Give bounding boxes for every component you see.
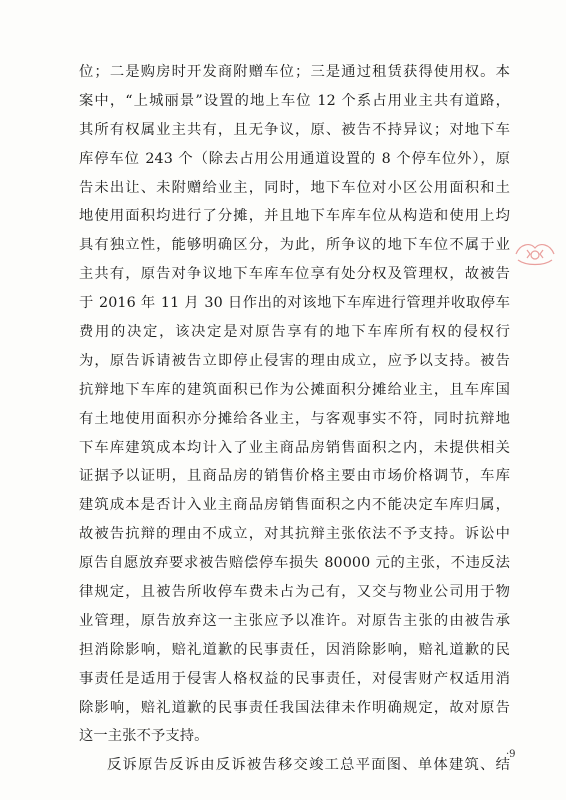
text-line: 于 2016 年 11 月 30 日作出的对该地下车库进行管理并收取停车 bbox=[79, 295, 510, 312]
text-line: 证据予以证明，且商品房的销售价格主要由市场价格调节，车库 bbox=[79, 468, 510, 485]
text-line: 地使用面积均进行了分摊，并且地下车库车位从构造和使用上均 bbox=[79, 208, 510, 225]
text-line: 为，原告诉请被告立即停止侵害的理由成立，应予以支持。被告 bbox=[79, 352, 510, 369]
text-line: 费用的决定，该决定是对原告享有的地下车库所有权的侵权行 bbox=[79, 324, 510, 341]
text-line: 原告自愿放弃要求被告赔偿停车损失 80000 元的主张，不违反法 bbox=[79, 555, 510, 572]
text-line: 除影响，赔礼道歉的民事责任我国法律未作明确规定，故对原告 bbox=[79, 699, 510, 716]
text-line: 建筑成本是否计入业主商品房销售面积之内不能决定车库归属， bbox=[79, 497, 510, 514]
text-line: 下车库建筑成本均计入了业主商品房销售面积之内，未提供相关 bbox=[79, 439, 510, 456]
text-line: 故被告抗辩的理由不成立，对其抗辩主张依法不予支持。诉讼中 bbox=[79, 526, 510, 543]
text-line: 库停车位 243 个（除去占用公用通道设置的 8 个停车位外），原 bbox=[79, 150, 510, 167]
text-line: 有土地使用面积亦分摊给各业主，与客观事实不符，同时抗辩地 bbox=[79, 410, 510, 427]
page-number: ·9 bbox=[506, 749, 516, 760]
text-line: 抗辩地下车库的建筑面积已作为公摊面积分摊给业主，且车库国 bbox=[79, 381, 510, 398]
text-line: 案中，“上城丽景”设置的地上车位 12 个系占用业主共有道路， bbox=[79, 92, 510, 109]
text-line: 具有独立性，能够明确区分，为此，所争议的地下车位不属于业 bbox=[79, 237, 510, 254]
paragraph-end-line: 这一主张不予支持。 bbox=[79, 728, 209, 745]
text-line: 事责任是适用于侵害人格权益的民事责任，对侵害财产权适用消 bbox=[79, 670, 510, 687]
seal-icon bbox=[512, 238, 558, 270]
text-line: 其所有权属业主共有，且无争议，原、被告不持异议；对地下车 bbox=[79, 121, 510, 138]
text-line: 告未出让、未附赠给业主，同时，地下车位对小区公用面积和土 bbox=[79, 179, 510, 196]
text-line: 位；二是购房时开发商附赠车位；三是通过租赁获得使用权。本 bbox=[79, 64, 510, 80]
text-line: 担消除影响，赔礼道歉的民事责任，因消除影响，赔礼道歉的民 bbox=[79, 641, 510, 658]
body-text bbox=[79, 58, 510, 780]
text-line: 业管理，原告放弃这一主张应予以准许。对原告主张的由被告承 bbox=[79, 612, 510, 629]
text-line: 主共有，原告对争议地下车库车位享有处分权及管理权，故被告 bbox=[79, 266, 510, 283]
text-line: 律规定，且被告所收停车费未占为己有，又交与物业公司用于物 bbox=[79, 584, 510, 601]
paragraph-start-line: 反诉原告反诉由反诉被告移交竣工总平面图、单体建筑、结 bbox=[107, 757, 510, 774]
